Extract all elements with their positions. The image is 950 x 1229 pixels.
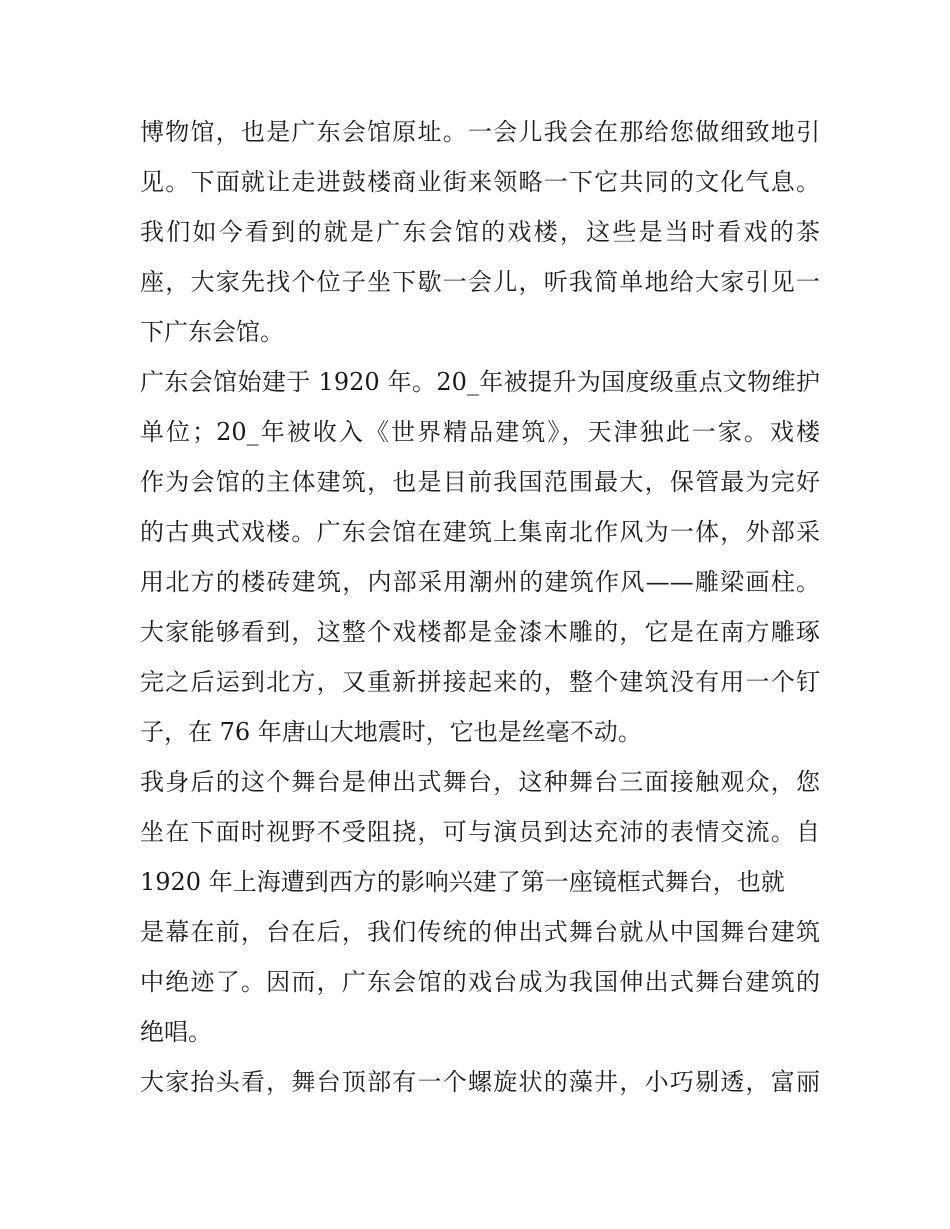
text-line: 我身后的这个舞台是伸出式舞台，这种舞台三面接触观众，您 (140, 768, 820, 796)
text-line: 中绝迹了。因而，广东会馆的戏台成为我国伸出式舞台建筑的 (140, 968, 820, 996)
paragraph-2 (140, 357, 820, 757)
text-line: 完之后运到北方，又重新拼接起来的，整个建筑没有用一个钉 (140, 668, 820, 696)
text-line: 大家抬头看，舞台顶部有一个螺旋状的藻井，小巧剔透，富丽 (140, 1068, 820, 1096)
text-line: 的古典式戏楼。广东会馆在建筑上集南北作风为一体，外部采 (140, 518, 820, 546)
paragraph-1 (140, 107, 820, 357)
text-line: 下广东会馆。 (140, 318, 284, 346)
text-line: 坐在下面时视野不受阻挠，可与演员到达充沛的表情交流。自 (140, 818, 820, 846)
text-line: 大家能够看到，这整个戏楼都是金漆木雕的，它是在南方雕琢 (140, 618, 820, 646)
text-line: 作为会馆的主体建筑，也是目前我国范围最大，保管最为完好 (140, 468, 820, 496)
text-line: 广东会馆始建于 1920 年。20_年被提升为国度级重点文物维护 (140, 368, 820, 396)
text-line: 博物馆，也是广东会馆原址。一会儿我会在那给您做细致地引 (140, 118, 820, 146)
text-line: 是幕在前，台在后，我们传统的伸出式舞台就从中国舞台建筑 (140, 918, 820, 946)
text-line: 1920 年上海遭到西方的影响兴建了第一座镜框式舞台，也就 (140, 868, 785, 896)
text-line: 我们如今看到的就是广东会馆的戏楼，这些是当时看戏的茶 (140, 218, 820, 246)
paragraph-3 (140, 757, 820, 1057)
text-line: 子，在 76 年唐山大地震时，它也是丝毫不动。 (140, 718, 642, 746)
text-line: 单位；20_年被收入《世界精品建筑》，天津独此一家。戏楼 (140, 418, 820, 446)
text-line: 座，大家先找个位子坐下歇一会儿，听我简单地给大家引见一 (140, 268, 820, 296)
text-line: 绝唱。 (140, 1018, 212, 1046)
text-line: 用北方的楼砖建筑，内部采用潮州的建筑作风——雕梁画柱。 (140, 568, 820, 596)
text-line: 见。下面就让走进鼓楼商业街来领略一下它共同的文化气息。 (140, 168, 820, 196)
paragraph-4 (140, 1057, 820, 1107)
document-body (140, 107, 820, 1107)
